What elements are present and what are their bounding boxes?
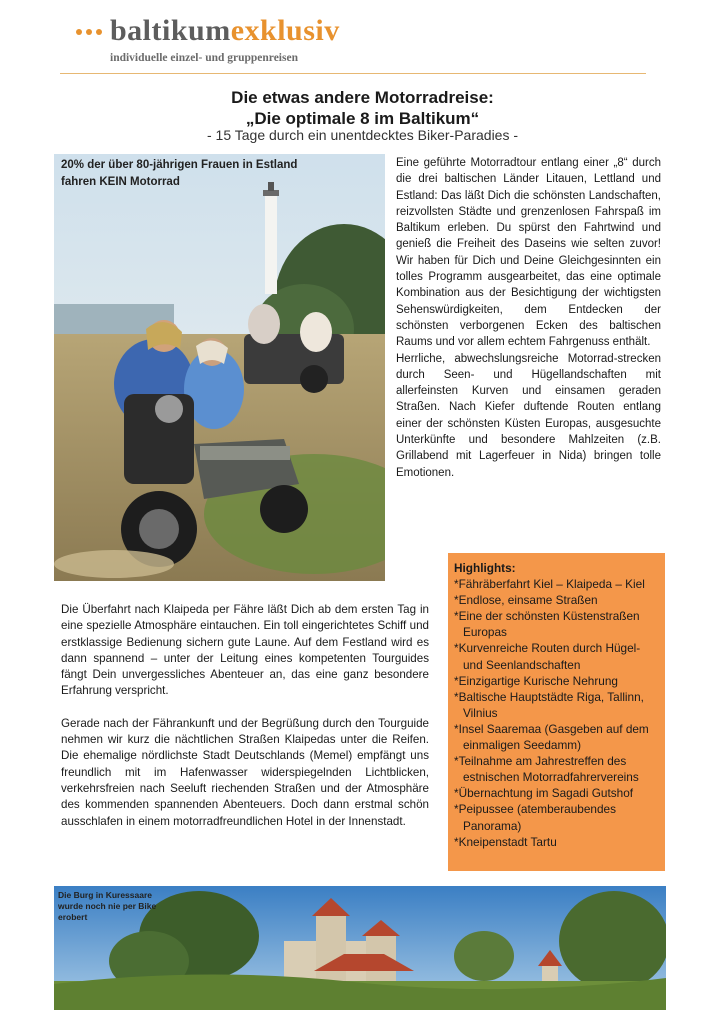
logo-wordmark xyxy=(110,14,340,48)
highlight-item: *Fähräberfahrt Kiel – Klaipeda – Kiel xyxy=(454,577,645,592)
body-paragraph: Gerade nach der Fährankunft und der Begrüßung durch den Tourguide nehmen wir kurz die nächtlichen Straßen Klaipedas unter die Reifen. Die ehemalige nördlichste Stadt Deutschlands (Memel) empfängt uns freundlich mit im Hafenwasser widerspiegelnden Lichtblicken, verkehrsfreien nach Seeluft riechenden Straßen und der Atmosphäre des kommenden spannenden Abenteuers. Doch dann erstmal schön ausschlafen in einem motorradfreundlichen Hotel in der Innenstadt. xyxy=(61,716,429,828)
page-title-line2: „Die optimale 8 im Baltikum“ xyxy=(245,109,480,128)
highlight-item: *Kneipenstadt Tartu xyxy=(454,834,557,849)
intro-paragraph: Herrliche, abwechslungsreiche Motorrad-strecken durch Seen- und Hügellandschaften mit allerfeinsten Kurven und einsamen geraden Straßen. Nach Kiefer duftende Routen entlang einer der schönsten Küsten Europas, ausgesuchte Unterkünfte und besondere Mahlzeiten (z.B. Grillabend mit Lagerfeuer in Nida) bringen tolle Emotionen. xyxy=(396,352,661,479)
logo-dots xyxy=(76,29,102,35)
logo-wordmark-part1: baltikum xyxy=(110,14,231,47)
highlight-item: *Teilnahme am Jahrestreffen des estnischen Motorradfahrervereins xyxy=(454,754,639,785)
highlight-item: *Endlose, einsame Straßen xyxy=(454,593,598,608)
highlight-item: *Baltische Hauptstädte Riga, Tallinn, Vilnius xyxy=(454,689,644,720)
highlight-item: *Kurvenreiche Routen durch Hügel- und Seenlandschaften xyxy=(454,641,641,672)
highlight-item: *Eine der schönsten Küstenstraßen Europas xyxy=(454,609,640,640)
highlights-box xyxy=(448,553,665,871)
main-photo-caption: 20% der über 80-jährigen Frauen in Estland fahren KEIN Motorrad xyxy=(61,159,298,188)
ferry-text xyxy=(61,602,429,846)
page-title-line1: Die etwas andere Motorradreise: xyxy=(231,88,494,107)
logo-wordmark-part2: exklusiv xyxy=(230,14,340,47)
page-subtitle: - 15 Tage durch ein unentdecktes Biker-Paradies - xyxy=(206,127,519,143)
body-paragraph: Die Überfahrt nach Klaipeda per Fähre läßt Dich ab dem ersten Tag in eine spezielle Atmosphäre eintauchen. Ein toll eingerichtetes Schiff und erstklassige Bedienung sichern gute Laune. Auf dem Festland wird es dann spannend – unter der Leitung eines kompetenten Tourguides fängt Dein unvergessliches Abenteuer an, das eine ganz besondere Erfahrung verspricht. xyxy=(61,603,429,698)
highlight-item: *Übernachtung im Sagadi Gutshof xyxy=(454,786,634,801)
bottom-photo-caption: Die Burg in Kuressaare wurde noch nie per Bike erobert xyxy=(58,890,157,922)
motorcycle-sidecar-photo xyxy=(54,154,385,581)
highlight-item: *Insel Saaremaa (Gasgeben auf dem einmaligen Seedamm) xyxy=(454,721,649,753)
intro-paragraph: Eine geführte Motorradtour entlang einer „8“ durch die drei baltischen Länder Litauen, Lettland und Estland: Das läßt Dich die schönsten Landschaften, reizvollsten Städte und grenzenlosen Fahrspaß im Baltikum erleben. Du spürst den Fahrtwind und genieß die Freiheit des Daseins wie selten zuvor! Wir haben für Dich und Deine Gleichgesinnten ein tolles Programm ausgearbeitet, das eine optimale Kombination aus der Besichtigung der wichtigsten Sehenswürdigkeiten, dem Entdecken der schönsten verborgenen Ecken des baltischen Raums und vor allem echtem Fahrgenuss enthält. xyxy=(396,157,661,349)
highlight-item: *Peipussee (atemberaubendes Panorama) xyxy=(454,802,616,833)
highlights-title: Highlights: xyxy=(454,561,516,575)
brand-logo xyxy=(76,14,406,70)
header-divider xyxy=(60,73,646,74)
intro-text xyxy=(396,155,661,481)
logo-tagline: individuelle einzel- und gruppenreisen xyxy=(110,52,298,64)
highlight-item: *Einzigartige Kurische Nehrung xyxy=(454,673,618,688)
